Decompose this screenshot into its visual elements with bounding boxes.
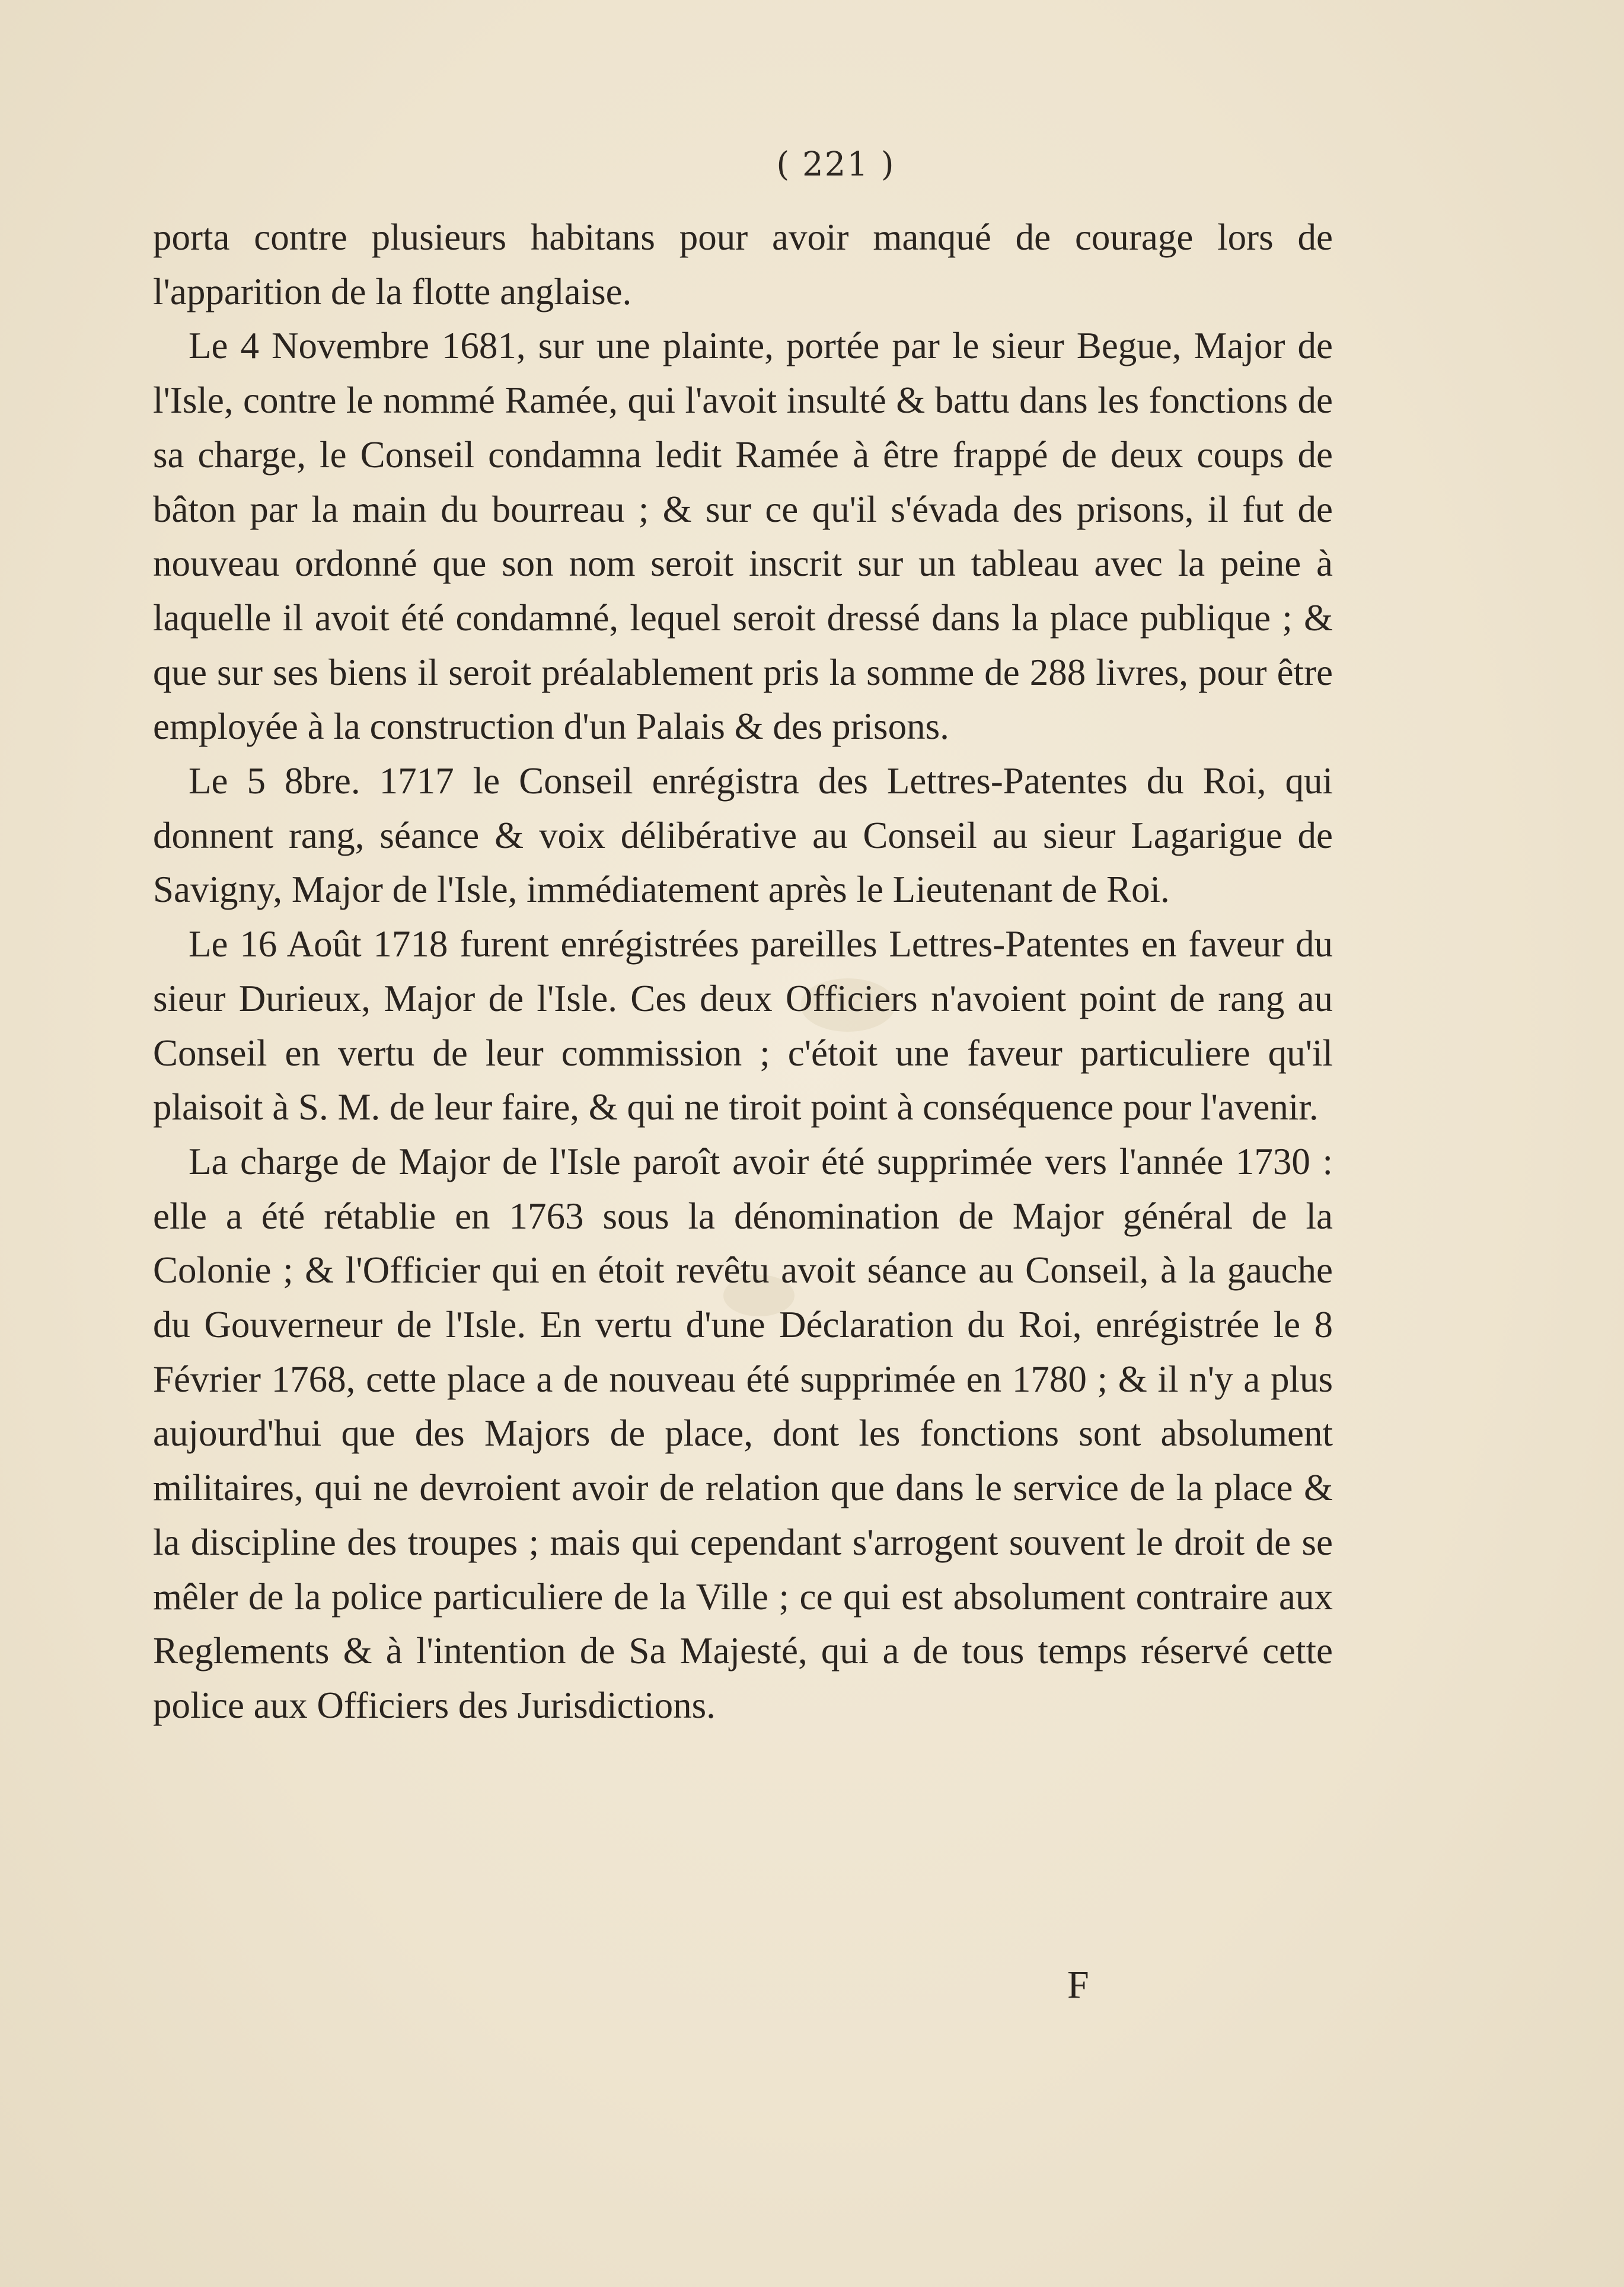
page-number: ( 221 ) (776, 145, 895, 184)
signature-mark: F (1067, 1963, 1089, 2007)
paragraph: Le 5 8bre. 1717 le Conseil enrégistra des Lettres-Patentes du Roi, qui donnent rang, séance & voix délibérative au Conseil au sieur Lagarigue de Savigny, Major de l'Isle, immédiatement après le Lieutenant de Roi. (153, 760, 1333, 911)
paragraph: Le 16 Août 1718 furent enrégistrées pareilles Lettres-Patentes en faveur du sieur Durieux, Major de l'Isle. Ces deux Officiers n'avoient point de rang au Conseil en vertu de leur commission ; c'étoit une faveur particuliere qu'il plaisoit à S. M. de leur faire, & qui ne tiroit point à conséquence pour l'avenir. (153, 923, 1333, 1128)
paragraph: Le 4 Novembre 1681, sur une plainte, portée par le sieur Begue, Major de l'Isle, contre le nommé Ramée, qui l'avoit insulté & battu dans les fonctions de sa charge, le Conseil condamna ledit Ramée à être frappé de deux coups de bâton par la main du bourreau ; & sur ce qu'il s'évada des prisons, il fut de nouveau ordonné que son nom seroit inscrit sur un tableau avec la peine à laquelle il avoit été condamné, lequel seroit dressé dans la place publique ; & que sur ses biens il seroit préalablement pris la somme de 288 livres, pour être employée à la construction d'un Palais & des prisons. (153, 325, 1333, 748)
paragraph: La charge de Major de l'Isle paroît avoir été supprimée vers l'année 1730 : elle a été rétablie en 1763 sous la dénomination de Major général de la Colonie ; & l'Officier qui en étoit revêtu avoit séance au Conseil, à la gauche du Gouverneur de l'Isle. En vertu d'une Déclaration du Roi, enrégistrée le 8 Février 1768, cette place a de nouveau été supprimée en 1780 ; & il n'y a plus aujourd'hui que des Majors de place, dont les fonctions sont absolument militaires, qui ne devroient avoir de relation que dans le service de la place & la discipline des troupes ; mais qui cependant s'arrogent souvent le droit de se mêler de la police particuliere de la Ville ; ce qui est absolument contraire aux Reglements & à l'intention de Sa Majesté, qui a de tous temps réservé cette police aux Officiers des Jurisdictions. (153, 1140, 1333, 1726)
paragraph: porta contre plusieurs habitans pour avoir manqué de courage lors de l'apparition de la flotte anglaise. (153, 216, 1333, 312)
body-text (153, 210, 1333, 1733)
